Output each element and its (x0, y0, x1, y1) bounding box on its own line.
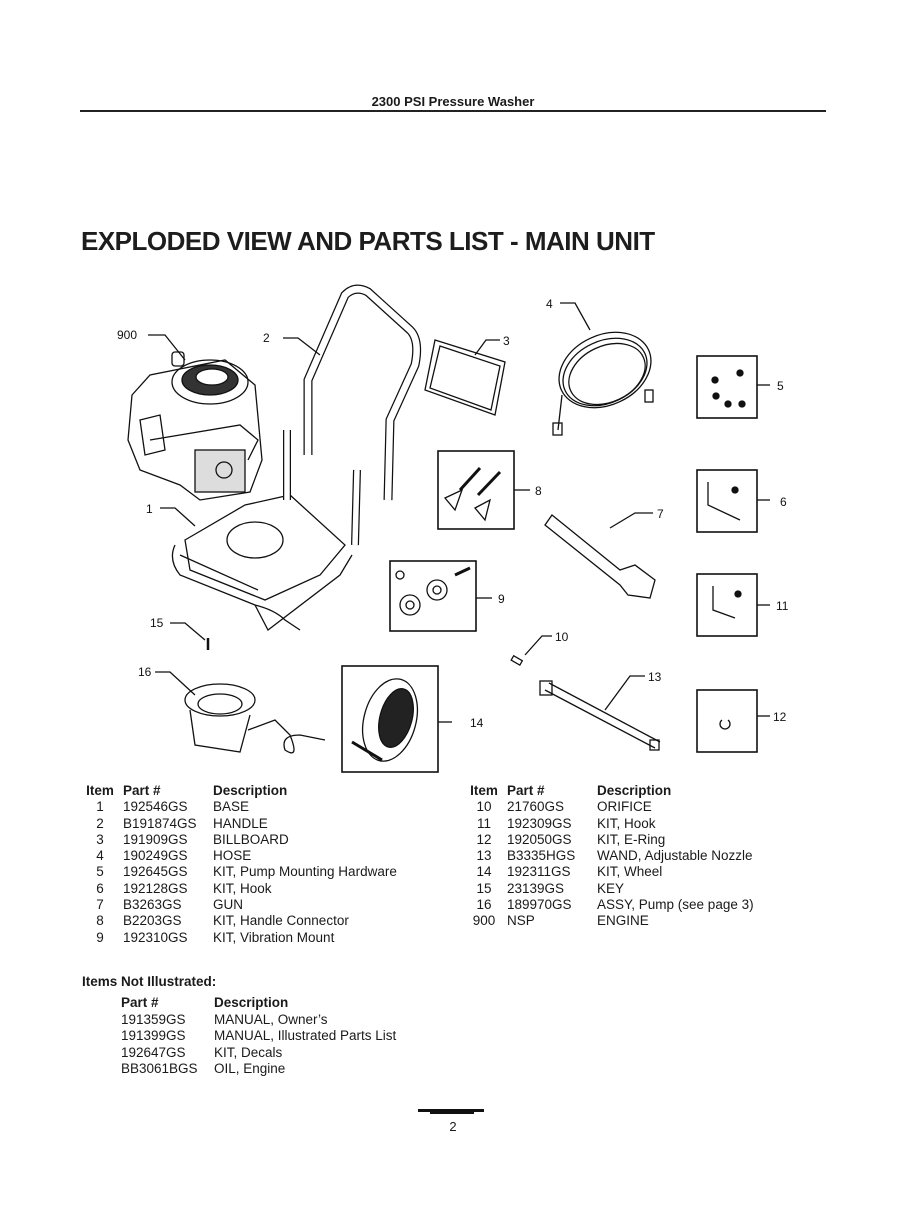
callout-3: 3 (503, 334, 510, 348)
part-number: 192310GS (123, 929, 188, 945)
callout-2: 2 (263, 331, 270, 345)
header-description: Description (597, 783, 672, 798)
table-row (467, 832, 807, 848)
part-description: KIT, Wheel (597, 864, 663, 880)
part-description: KIT, Decals (214, 1044, 283, 1060)
callout-1: 1 (146, 502, 153, 516)
table-row (467, 799, 807, 815)
part-number: BB3061BGS (121, 1061, 198, 1076)
part-number: 191359GS (121, 1011, 186, 1027)
engine-illustration (128, 352, 262, 500)
table-row (121, 1028, 396, 1045)
table-row (83, 864, 463, 880)
table-row (121, 1045, 396, 1062)
part-description: MANUAL, Illustrated Parts List (214, 1028, 397, 1043)
item-number: 8 (96, 913, 104, 929)
part-number: 192128GS (123, 880, 188, 896)
parts-table-left (83, 783, 463, 946)
table-row (121, 1061, 396, 1078)
table-row (83, 816, 463, 832)
callout-11: 11 (776, 599, 789, 613)
part-description: BILLBOARD (213, 831, 289, 847)
part-description: HANDLE (213, 815, 268, 831)
part-number: 23139GS (507, 880, 565, 896)
callout-6: 6 (780, 495, 787, 509)
header-description: Description (213, 783, 288, 798)
callout-4: 4 (546, 297, 553, 311)
table-row (467, 913, 807, 929)
part-description: MANUAL, Owner’s (214, 1011, 328, 1027)
table-header (83, 783, 463, 799)
table-row (83, 799, 463, 815)
table-row (467, 848, 807, 864)
part-description: ENGINE (597, 913, 649, 929)
part-number: 21760GS (507, 799, 565, 815)
callout-14: 14 (470, 716, 484, 730)
callout-7: 7 (657, 507, 664, 521)
part-description: KIT, Handle Connector (213, 913, 349, 929)
part-number: NSP (507, 913, 535, 929)
header-part: Part # (121, 995, 159, 1010)
item-number: 4 (96, 848, 104, 864)
callout-900: 900 (117, 328, 138, 342)
part-number: 192546GS (123, 799, 188, 815)
part-number: 192645GS (123, 864, 188, 880)
not-illustrated-table (121, 995, 396, 1078)
table-row (83, 897, 463, 913)
part-description: BASE (213, 799, 250, 815)
part-number: B3335HGS (507, 848, 576, 864)
item-number: 1 (96, 799, 104, 815)
part-number: 191909GS (123, 831, 188, 847)
callout-9: 9 (498, 592, 505, 606)
part-description: GUN (213, 897, 243, 913)
not-illustrated-heading: Items Not Illustrated: (82, 974, 217, 989)
table-row (467, 881, 807, 897)
part-number: B191874GS (123, 815, 197, 831)
item-number: 16 (476, 897, 492, 913)
callout-12: 12 (773, 710, 787, 724)
item-number: 11 (476, 815, 491, 831)
table-row (467, 816, 807, 832)
item-number: 13 (476, 848, 492, 864)
part-number: B2203GS (123, 913, 182, 929)
part-description: KIT, Vibration Mount (213, 929, 335, 945)
part-number: B3263GS (123, 897, 182, 913)
part-number: 189970GS (507, 897, 572, 913)
part-description: KIT, Pump Mounting Hardware (213, 864, 397, 880)
part-number: 190249GS (123, 848, 188, 864)
table-row (83, 832, 463, 848)
part-description: KIT, E-Ring (597, 831, 666, 847)
header-divider (80, 110, 826, 112)
part-description: OIL, Engine (214, 1061, 286, 1076)
callout-15: 15 (150, 616, 164, 630)
item-number: 12 (476, 831, 492, 847)
part-description: KIT, Hook (597, 815, 656, 831)
table-header (467, 783, 807, 799)
item-number: 7 (96, 897, 104, 913)
header-part: Part # (123, 783, 161, 798)
part-number: 191399GS (121, 1028, 186, 1043)
part-description: WAND, Adjustable Nozzle (597, 848, 753, 864)
part-description: ORIFICE (597, 799, 652, 815)
item-number: 9 (96, 929, 104, 945)
table-row (83, 881, 463, 897)
part-number: 192050GS (507, 831, 572, 847)
item-number: 900 (472, 913, 496, 929)
callout-8: 8 (535, 484, 542, 498)
header-part: Part # (507, 783, 545, 798)
footer-rule-accent (430, 1111, 474, 1114)
callout-5: 5 (777, 379, 784, 393)
exploded-view-diagram (100, 280, 820, 780)
part-number: 192647GS (121, 1044, 186, 1060)
callout-13: 13 (648, 670, 662, 684)
part-number: 192311GS (507, 864, 571, 880)
table-row (83, 930, 463, 946)
page-title: EXPLODED VIEW AND PARTS LIST - MAIN UNIT (81, 226, 655, 256)
table-row (467, 897, 807, 913)
item-number: 14 (476, 864, 492, 880)
header-item: Item (86, 783, 114, 798)
item-number: 15 (476, 880, 492, 896)
document-header-title: 2300 PSI Pressure Washer (371, 94, 535, 109)
callout-16: 16 (138, 665, 152, 679)
page-number: 2 (449, 1119, 457, 1134)
header-item: Item (470, 783, 498, 798)
item-number: 2 (96, 815, 104, 831)
part-description: ASSY, Pump (see page 3) (597, 897, 754, 913)
callout-10: 10 (555, 630, 569, 644)
table-row (121, 1012, 396, 1029)
table-row (83, 848, 463, 864)
item-number: 10 (476, 799, 492, 815)
item-number: 3 (96, 831, 104, 847)
header-description: Description (214, 995, 289, 1010)
table-row (83, 913, 463, 929)
part-description: HOSE (213, 848, 252, 864)
part-number: 192309GS (507, 815, 572, 831)
parts-table-right (467, 783, 807, 930)
table-row (467, 864, 807, 880)
table-header (121, 995, 396, 1012)
item-number: 5 (96, 864, 104, 880)
item-number: 6 (96, 880, 104, 896)
part-description: KEY (597, 880, 625, 896)
part-description: KIT, Hook (213, 880, 272, 896)
